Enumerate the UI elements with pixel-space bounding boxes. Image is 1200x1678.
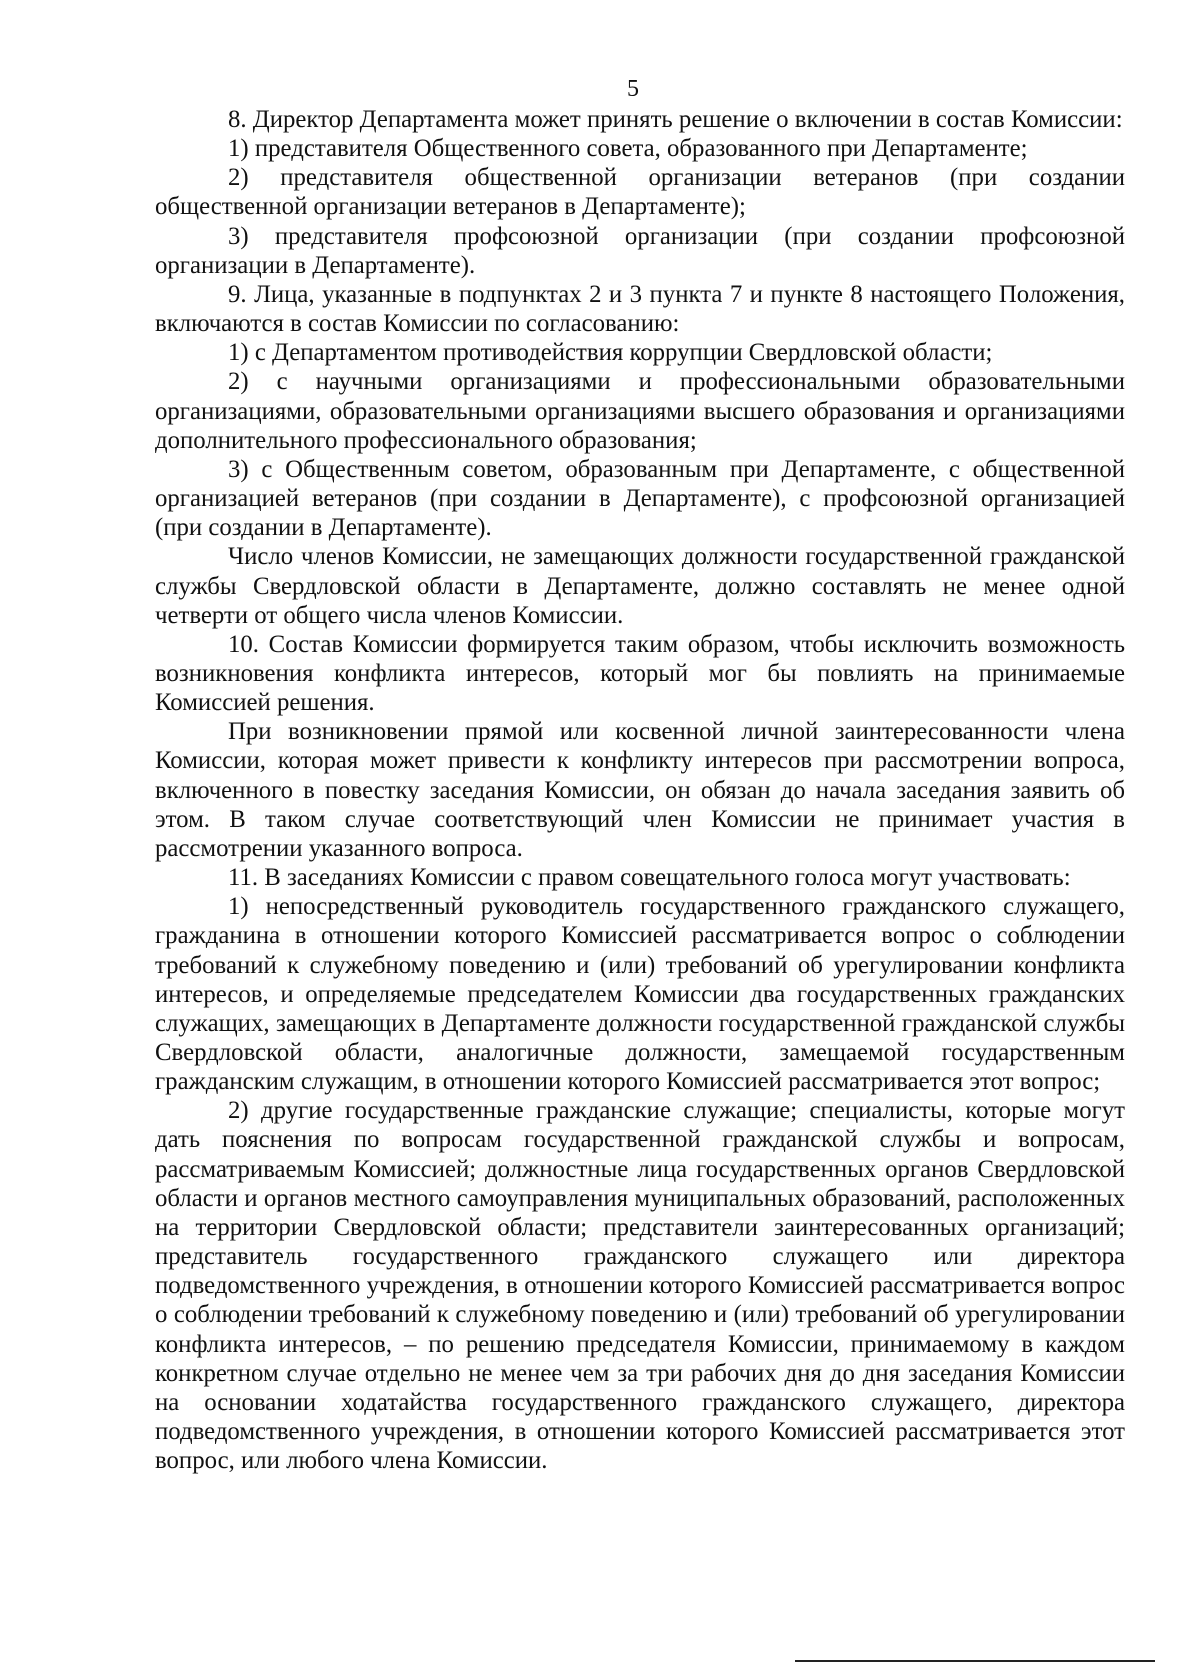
paragraph-10-conflict: При возникновении прямой или косвенной личной заинтересованности члена Комиссии, которая может привести к конфликту интересов при рассмотрении вопроса, включенного в повестку заседания Комиссии, он обязан до начала заседания заявить об этом. В таком случае соответствующий член Комиссии не принимает участия в рассмотрении указанного вопроса. [155, 718, 1125, 862]
paragraph-11-item-2: 2) другие государственные гражданские служащие; специалисты, которые могут дать пояснения по вопросам государственной гражданской службы и вопросам, рассматриваемым Комиссией; должностные лица государственных органов Свердловской области и органов местного самоуправления муниципальных образований, расположенных на территории Свердловской области; представители заинтересованных организаций; представитель государственного гражданского служащего или директора подведомственного учреждения, в отношении которого Комиссией рассматривается вопрос о соблюдении требований к служебному поведению и (или) требований об урегулировании конфликта интересов, – по решению председателя Комиссии, принимаемому в каждом конкретном случае отдельно не менее чем за три рабочих дня до дня заседания Комиссии на основании ходатайства государственного гражданского служащего, директора подведомственного учреждения, в отношении которого Комиссией рассматривается этот вопрос, или любого члена Комиссии. [155, 1097, 1125, 1475]
paragraph-9-item-3: 3) с Общественным советом, образованным при Департаменте, с общественной организацией ветеранов (при создании в Департаменте), с профсоюзной организацией (при создании в Департаменте). [155, 455, 1125, 542]
paragraph-9-intro: 9. Лица, указанные в подпунктах 2 и 3 пункта 7 и пункте 8 настоящего Положения, включаются в состав Комиссии по согласованию: [155, 280, 1125, 338]
paragraph-9-item-1: 1) с Департаментом противодействия коррупции Свердловской области; [228, 339, 993, 367]
paragraph-8-intro: 8. Директор Департамента может принять решение о включении в состав Комиссии: [228, 106, 1123, 133]
paragraph-8-item-1: 1) представителя Общественного совета, образованного при Департаменте; [228, 135, 1028, 163]
document-body [155, 105, 1125, 1475]
paragraph-8-item-2: 2) представителя общественной организации ветеранов (при создании общественной организации ветеранов в Департаменте); [155, 164, 1125, 221]
paragraph-8-item-3: 3) представителя профсоюзной организации (при создании профсоюзной организации в Департаменте). [155, 222, 1125, 279]
bottom-divider [795, 1660, 1155, 1662]
paragraph-10: 10. Состав Комиссии формируется таким образом, чтобы исключить возможность возникновения конфликта интересов, который мог бы повлиять на принимаемые Комиссией решения. [155, 630, 1125, 717]
paragraph-9-item-2: 2) с научными организациями и профессиональными образовательными организациями, образовательными организациями высшего образования и организациями дополнительного профессионального образования; [155, 368, 1125, 454]
paragraph-11-intro: 11. В заседаниях Комиссии с правом совещательного голоса могут участвовать: [228, 864, 1071, 892]
page-number: 5 [627, 76, 639, 102]
paragraph-11-item-1: 1) непосредственный руководитель государственного гражданского служащего, гражданина в отношении которого Комиссией рассматривается вопрос о соблюдении требований к служебному поведению и (или) требований об урегулировании конфликта интересов, и определяемые председателем Комиссии два государственных гражданских служащих, замещающих в Департаменте должности государственной гражданской службы Свердловской области, аналогичные должности, замещаемой государственным гражданским служащим, в отношении которого Комиссией рассматривается этот вопрос; [155, 893, 1125, 1096]
paragraph-9-members-quota: Число членов Комиссии, не замещающих должности государственной гражданской службы Свердловской области в Департаменте, должно составлять не менее одной четверти от общего числа членов Комиссии. [155, 543, 1125, 629]
